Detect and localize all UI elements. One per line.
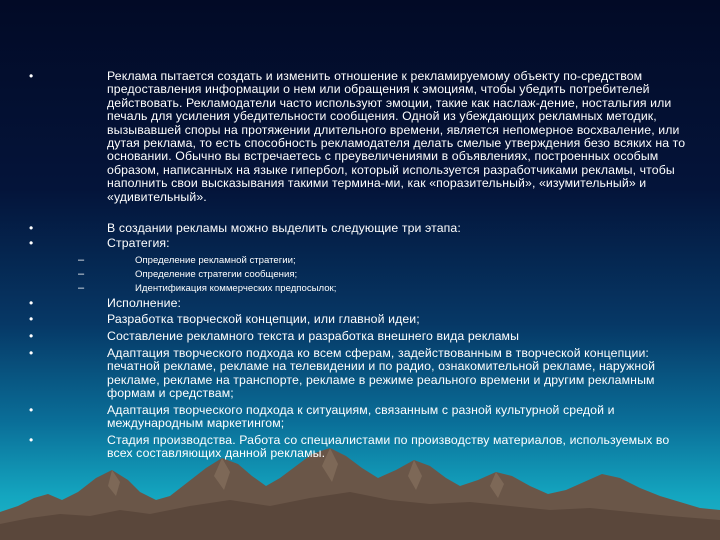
bullet-marker: • bbox=[29, 296, 34, 310]
bullet-marker: • bbox=[29, 236, 34, 250]
bullet-marker: • bbox=[29, 433, 34, 447]
bullet-text: В создании рекламы можно выделить следующие три этапа: bbox=[107, 221, 461, 235]
bullet-marker: • bbox=[29, 221, 34, 235]
sub-bullet-text: Определение стратегии сообщения; bbox=[135, 269, 298, 280]
bullet-text: Разработка творческой концепции, или главной идеи; bbox=[107, 312, 420, 326]
bullet-text: Составление рекламного текста и разработка внешнего вида рекламы bbox=[107, 329, 520, 343]
dash-marker: – bbox=[78, 254, 85, 266]
bullet-text: Исполнение: bbox=[107, 296, 182, 310]
bullet-text: Стратегия: bbox=[107, 236, 170, 250]
bullet-text: Адаптация творческого подхода ко всем сферам, задействованным в творческой концепции: печатной рекламе, рекламе на телевидении и по радио, ознакомительной рекламе, наружной рекламе, рекламе на транспорте, рекламе в режиме реального времени и другим рекламным формам и средствам; bbox=[107, 346, 656, 401]
bullet-marker: • bbox=[29, 403, 34, 417]
bullet-text: Стадия производства. Работа со специалистами по производству материалов, используемых во всех составляющих данной рекламы. bbox=[107, 433, 670, 461]
bullet-marker: • bbox=[29, 312, 34, 326]
bullet-text: Адаптация творческого подхода к ситуациям, связанным с разной культурной средой и международным маркетингом; bbox=[107, 403, 615, 431]
dash-marker: – bbox=[78, 268, 85, 280]
bullet-marker: • bbox=[29, 329, 34, 343]
sub-bullet-text: Идентификация коммерческих предпосылок; bbox=[135, 283, 337, 294]
bullet-text: Реклама пытается создать и изменить отношение к рекламируемому объекту по-средством предоставления информации о нем или обращения к эмоциям, чтобы убедить потребителей действовать. Рекламодатели часто используют эмоции, такие как наслаж-дение, ностальгия или печаль для усиления убедительности сообщения. Одной из убеждающих рекламных методик, вызывавшей споры на протяжении длительного времени, является непомерное восхваление, или дутая реклама, то есть способность рекламодателя делать смелые утверждения безо всяких на то основании. Обычно вы встречаетесь с преувеличениями в объявлениях, построенных особым образом, написанных на языке гипербол, который используется разработчиками рекламы, чтобы наполнить свои высказывания такими термина-ми, как «поразительный», «изумительный» и «удивительный». bbox=[107, 69, 686, 204]
sub-bullet-text: Определение рекламной стратегии; bbox=[135, 255, 296, 266]
dash-marker: – bbox=[78, 282, 85, 294]
bullet-marker: • bbox=[29, 346, 34, 360]
bullet-marker: • bbox=[29, 69, 34, 83]
